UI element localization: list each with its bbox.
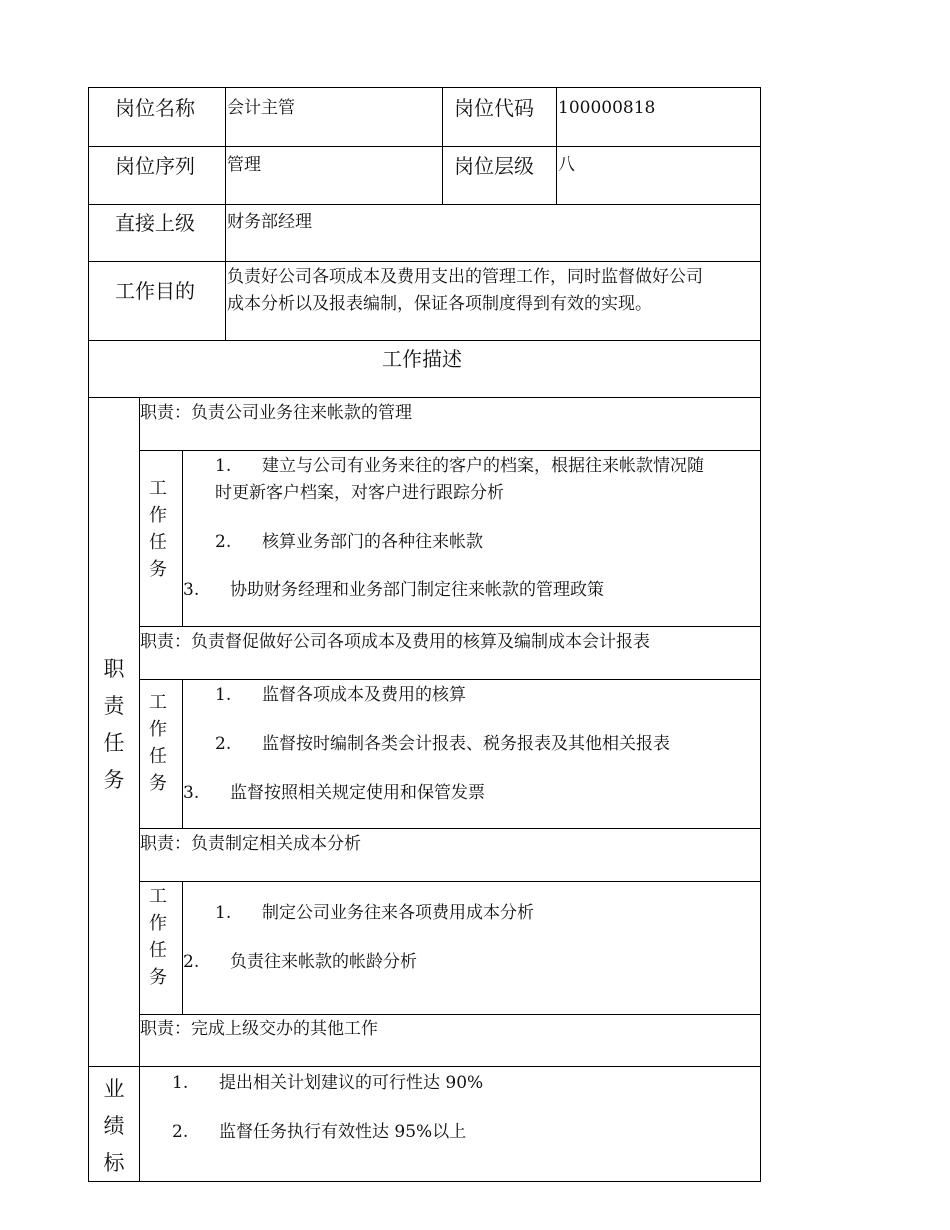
task-label: 工作任务 xyxy=(149,478,167,580)
superior-label: 直接上级 xyxy=(115,211,195,235)
position-code-value: 100000818 xyxy=(558,98,656,118)
task-text: 负责往来帐款的帐龄分析 xyxy=(230,952,417,972)
position-name-value: 会计主管 xyxy=(227,98,295,118)
task-text: 核算业务部门的各种往来帐款 xyxy=(262,532,483,552)
task-number: 3. xyxy=(183,580,200,600)
sequence-value: 管理 xyxy=(227,155,261,175)
task-text: 协助财务经理和业务部门制定往来帐款的管理政策 xyxy=(230,580,604,600)
duties-label: 职责任务 xyxy=(103,657,125,792)
task-text: 监督按时编制各类会计报表、税务报表及其他相关报表 xyxy=(262,734,670,754)
duty-title: 职责：完成上级交办的其他工作 xyxy=(140,1019,378,1039)
purpose-label: 工作目的 xyxy=(115,279,195,303)
task-number: 2. xyxy=(215,734,232,754)
level-value: 八 xyxy=(558,155,575,175)
duty-title: 职责：负责制定相关成本分析 xyxy=(140,834,361,854)
task-number: 2. xyxy=(215,532,232,552)
task-text: 建立与公司有业务来往的客户的档案，根据往来帐款情况随 xyxy=(262,456,704,476)
task-label: 工作任务 xyxy=(149,886,167,988)
task-number: 2. xyxy=(183,952,200,972)
task-text: 制定公司业务往来各项费用成本分析 xyxy=(262,903,534,923)
task-number: 1. xyxy=(215,456,232,476)
section-title: 工作描述 xyxy=(382,347,462,371)
kpi-number: 1. xyxy=(172,1073,189,1093)
task-number: 1. xyxy=(215,903,232,923)
task-number: 3. xyxy=(183,783,200,803)
purpose-line-1: 负责好公司各项成本及费用支出的管理工作，同时监督做好公司 xyxy=(227,267,703,287)
kpi-text: 监督任务执行有效性达 95%以上 xyxy=(219,1122,467,1142)
kpi-text: 提出相关计划建议的可行性达 90% xyxy=(219,1073,484,1093)
task-label: 工作任务 xyxy=(149,692,167,794)
sequence-label: 岗位序列 xyxy=(115,154,195,178)
kpi-number: 2. xyxy=(172,1122,189,1142)
duty-title: 职责：负责公司业务往来帐款的管理 xyxy=(140,403,412,423)
task-text: 监督各项成本及费用的核算 xyxy=(262,685,466,705)
task-text: 监督按照相关规定使用和保管发票 xyxy=(230,783,485,803)
duty-title: 职责：负责督促做好公司各项成本及费用的核算及编制成本会计报表 xyxy=(140,632,650,652)
purpose-line-2: 成本分析以及报表编制，保证各项制度得到有效的实现。 xyxy=(227,294,652,314)
task-number: 1. xyxy=(215,685,232,705)
superior-value: 财务部经理 xyxy=(227,212,312,232)
task-text-continued: 时更新客户档案，对客户进行跟踪分析 xyxy=(215,483,504,503)
kpi-label: 业绩标 xyxy=(103,1077,125,1175)
level-label: 岗位层级 xyxy=(454,154,534,178)
position-name-label: 岗位名称 xyxy=(115,96,195,120)
position-code-label: 岗位代码 xyxy=(454,96,534,120)
